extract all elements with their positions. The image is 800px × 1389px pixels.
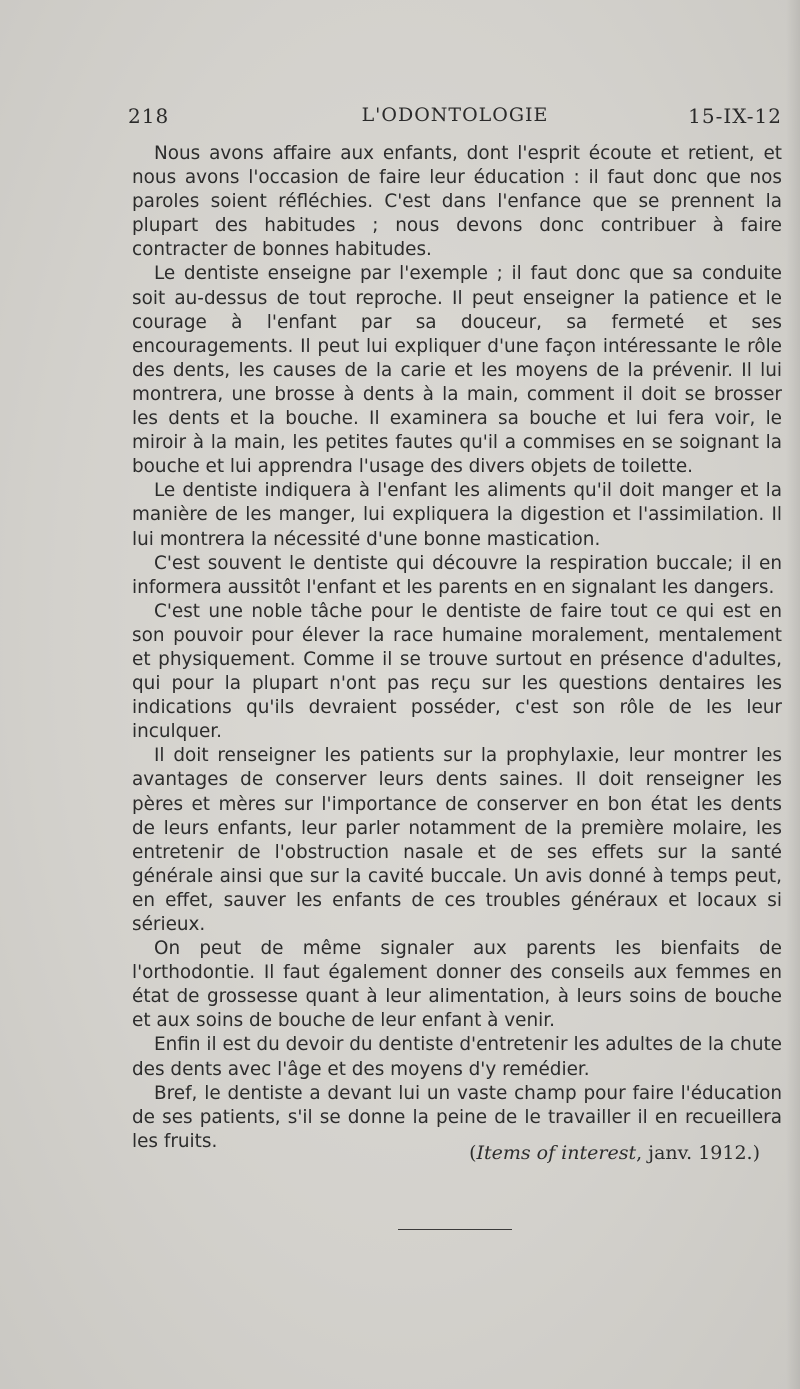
paragraph-7: On peut de même signaler aux parents les bienfaits de l'orthodontie. Il faut également donner des conseils aux femmes en état de grossesse quant à leur alimentation, à leurs soins de bouche et aux soins de bouche de leur enfant à venir. [132, 938, 782, 1032]
page-header [128, 104, 782, 134]
paragraph-6: Il doit renseigner les patients sur la prophylaxie, leur montrer les avantages de conserver leurs dents saines. Il doit renseigner les pères et mères sur l'importance de conserver en bon état les dents de leurs enfants, leur parler notamment de la première molaire, les entretenir de l'obstruction nasale et de ses effets sur la santé générale ainsi que sur la cavité buccale. Un avis donné à temps peut, en effet, sauver les enfants de ces troubles généraux et locaux si sérieux. [132, 745, 782, 935]
issue-date: 15-IX-12 [688, 104, 782, 128]
paragraph-9: Bref, le dentiste a devant lui un vaste champ pour faire l'éducation de ses patients, s'il se donne la peine de le travailler il en recueillera les fruits. [132, 1082, 782, 1152]
page-number: 218 [128, 104, 170, 128]
citation-open-paren: ( [469, 1142, 477, 1164]
page-edge-shadow [786, 0, 800, 1389]
citation-journal: Items of interest [476, 1142, 637, 1164]
article-body [132, 142, 782, 1154]
paragraph-3: Le dentiste indiquera à l'enfant les aliments qu'il doit manger et la manière de les manger, lui expliquera la digestion et l'assimilation. Il lui montrera la nécessité d'une bonne mastication. [132, 480, 782, 550]
section-divider [398, 1229, 512, 1230]
running-title: L'ODONTOLOGIE [361, 104, 549, 126]
paragraph-1: Nous avons affaire aux enfants, dont l'esprit écoute et retient, et nous avons l'occasion de faire leur éducation : il faut donc que nos paroles soient réfléchies. C'est dans l'enfance que se prennent la plupart des habitudes ; nous devons donc contribuer à faire contracter de bonnes habitudes. [132, 143, 782, 261]
source-citation [469, 1142, 760, 1164]
paragraph-5: C'est une noble tâche pour le dentiste de faire tout ce qui est en son pouvoir pour élever la race humaine moralement, mentalement et physiquement. Comme il se trouve surtout en présence d'adultes, qui pour la plupart n'ont pas reçu sur les questions dentaires les indications qu'ils devraient posséder, c'est son rôle de les leur inculquer. [132, 600, 782, 743]
paragraph-4: C'est souvent le dentiste qui découvre la respiration buccale; il en informera aussitôt l'enfant et les parents en en signalant les dangers. [132, 552, 782, 598]
paragraph-8: Enfin il est du devoir du dentiste d'entretenir les adultes de la chute des dents avec l'âge et des moyens d'y remédier. [132, 1034, 782, 1080]
citation-date: , janv. 1912.) [636, 1142, 760, 1164]
paragraph-2: Le dentiste enseigne par l'exemple ; il faut donc que sa conduite soit au-dessus de tout reproche. Il peut enseigner la patience et le courage à l'enfant par sa douceur, sa fermeté et ses encouragements. Il peut lui expliquer d'une façon intéressante le rôle des dents, les causes de la carie et les moyens de la prévenir. Il lui montrera, une brosse à dents à la main, comment il doit se brosser les dents et la bouche. Il examinera sa bouche et lui fera voir, le miroir à la main, les petites fautes qu'il a commises en se soignant la bouche et lui apprendra l'usage des divers objets de toilette. [132, 263, 782, 478]
